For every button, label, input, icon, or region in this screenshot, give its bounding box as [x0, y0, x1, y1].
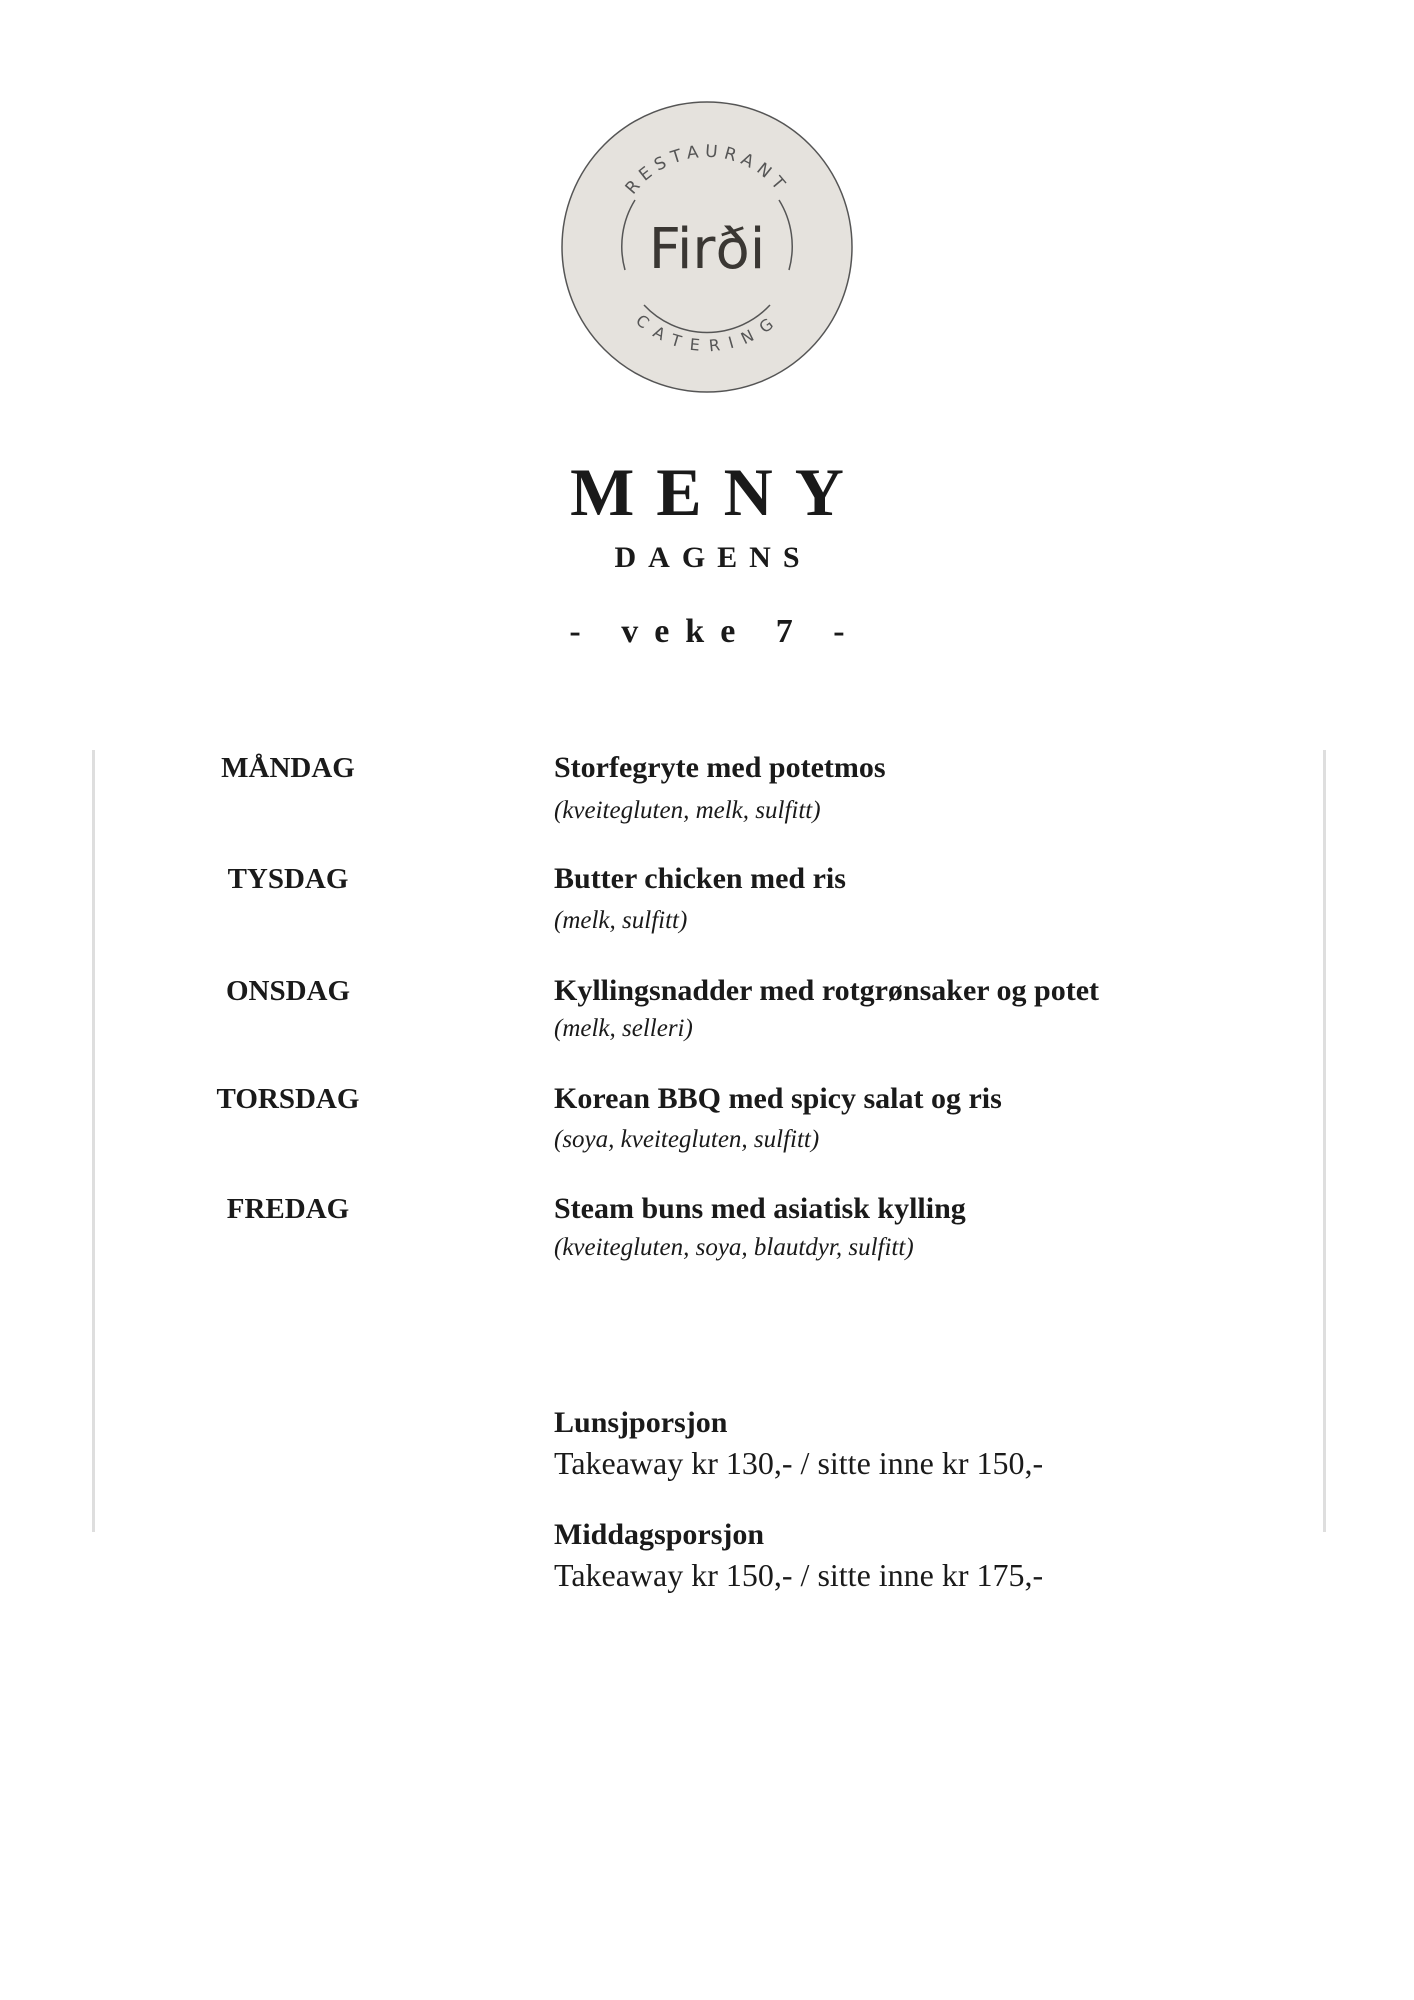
dish-allergens: (melk, sulfitt)	[554, 907, 688, 934]
logo-top-text: RESTAURANT	[621, 141, 793, 199]
day-label: TORSDAG	[216, 1083, 360, 1115]
day-label: FREDAG	[226, 1193, 350, 1225]
page-subtitle: DAGENS	[614, 541, 812, 574]
price-value: Takeaway kr 130,- / sitte inne kr 150,-	[554, 1445, 1044, 1481]
dish-name: Korean BBQ med spicy salat og ris	[554, 1082, 1002, 1115]
logo-bottom-text: CATERING	[632, 310, 782, 356]
day-label: TYSDAG	[227, 863, 349, 895]
day-label: MÅNDAG	[221, 752, 355, 784]
page-title: MENY	[570, 454, 866, 530]
dish-name: Butter chicken med ris	[554, 862, 846, 895]
price-value: Takeaway kr 150,- / sitte inne kr 175,-	[554, 1557, 1044, 1593]
dish-allergens: (melk, selleri)	[554, 1015, 693, 1042]
dish-allergens: (kveitegluten, melk, sulfitt)	[554, 797, 821, 824]
price-label: Middagsporsjon	[554, 1518, 765, 1551]
logo	[560, 100, 854, 394]
left-divider	[92, 750, 95, 1532]
logo-badge-icon	[560, 100, 854, 394]
dish-name: Storfegryte med potetmos	[554, 751, 886, 784]
dish-name: Steam buns med asiatisk kylling	[554, 1192, 966, 1225]
dish-allergens: (kveitegluten, soya, blautdyr, sulfitt)	[554, 1234, 914, 1261]
logo-name: Firði	[648, 217, 766, 282]
price-label: Lunsjporsjon	[554, 1406, 728, 1439]
dish-name: Kyllingsnadder med rotgrønsaker og potet	[554, 974, 1100, 1007]
week-label: - veke 7 -	[569, 613, 861, 650]
dish-allergens: (soya, kveitegluten, sulfitt)	[554, 1126, 820, 1153]
day-label: ONSDAG	[225, 975, 351, 1007]
